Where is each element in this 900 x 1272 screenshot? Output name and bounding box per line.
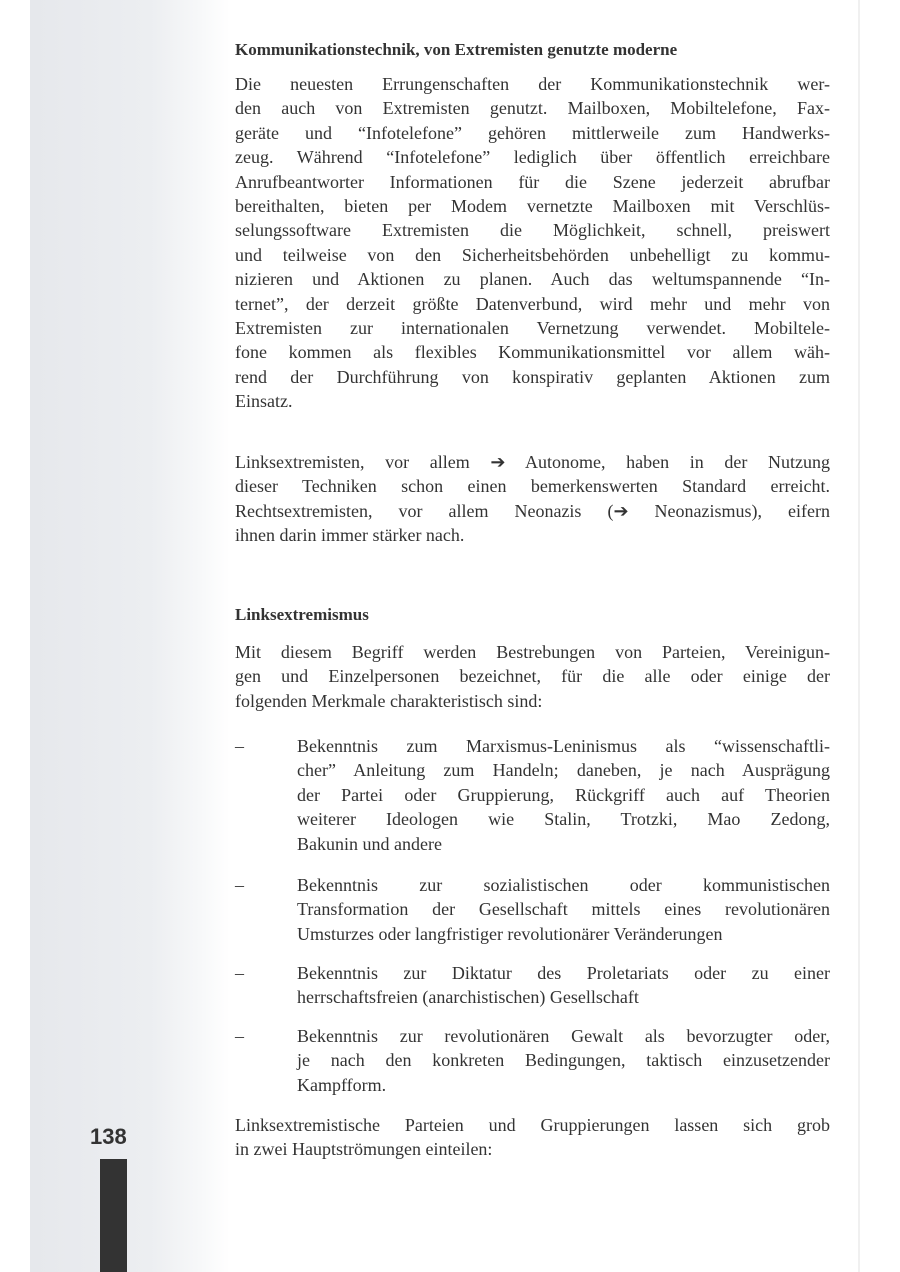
text-line: gen und Einzelpersonen bezeichnet, für die alle oder einige der (235, 666, 830, 687)
text-line: rend der Durchführung von konspirativ geplanten Aktionen zum (235, 366, 830, 387)
page-edge (858, 0, 860, 1272)
text-line: Anrufbeantworter Informationen für die Szene jederzeit abrufbar (235, 171, 830, 192)
list-item (235, 1024, 830, 1097)
text-line: ihnen darin immer stärker nach. (235, 525, 465, 546)
text-line: weiterer Ideologen wie Stalin, Trotzki, Mao Zedong, (297, 809, 830, 830)
text-line: nizieren und Aktionen zu planen. Auch das weltumspannende “In- (235, 269, 830, 290)
text-line: folgenden Merkmale charakteristisch sind: (235, 690, 543, 711)
scan-margin-shadow (30, 0, 230, 1272)
list-item-text (297, 961, 830, 1010)
text-line: bereithalten, bieten per Modem vernetzte Mailboxen mit Verschlüs- (235, 196, 830, 217)
text-line: zeug. Während “Infotelefone” lediglich über öffentlich erreichbare (235, 147, 830, 168)
text-line: Bakunin und andere (297, 833, 442, 854)
text-line: dieser Techniken schon einen bemerkenswerten Standard erreicht. (235, 476, 830, 497)
dash-bullet: – (235, 736, 244, 756)
section-heading-kommunikationstechnik: Kommunikationstechnik, von Extremisten genutzte moderne (235, 40, 678, 59)
text-line: Die neuesten Errungenschaften der Kommunikationstechnik wer- (235, 74, 830, 94)
dash-bullet: – (235, 875, 244, 895)
paragraph (235, 72, 830, 414)
dash-bullet: – (235, 963, 244, 983)
list-item (235, 873, 830, 946)
text-line: je nach den konkreten Bedingungen, taktisch einzusetzender (297, 1050, 830, 1071)
text-line: den auch von Extremisten genutzt. Mailboxen, Mobiltelefone, Fax- (235, 98, 830, 119)
text-line: selungssoftware Extremisten die Möglichkeit, schnell, preiswert (235, 220, 830, 241)
text-line: Mit diesem Begriff werden Bestrebungen von Parteien, Vereinigun- (235, 642, 830, 662)
text-line: Extremisten zur internationalen Vernetzung verwendet. Mobiltele- (235, 318, 830, 339)
text-line: Umsturzes oder langfristiger revolutionärer Veränderungen (297, 923, 723, 944)
list-item-text (297, 734, 830, 856)
text-line: fone kommen als flexibles Kommunikationsmittel vor allem wäh- (235, 342, 830, 363)
list-item (235, 734, 830, 856)
paragraph-intro (235, 640, 830, 713)
text-line: cher” Anleitung zum Handeln; daneben, je nach Ausprägung (297, 760, 830, 781)
text-line: Bekenntnis zur Diktatur des Proletariats oder zu einer (297, 963, 830, 983)
list-item (235, 961, 830, 1010)
text-line: Linksextremistische Parteien und Gruppierungen lassen sich grob (235, 1115, 830, 1135)
text-line: Einsatz. (235, 391, 293, 412)
list-item-text (297, 873, 830, 946)
paragraph-outro (235, 1113, 830, 1162)
text-line: Rechtsextremisten, vor allem Neonazis (➔ Neonazismus), eifern (235, 500, 830, 521)
text-line: ternet”, der derzeit größte Datenverbund, wird mehr und mehr von (235, 293, 830, 314)
text-line: Kampfform. (297, 1074, 387, 1095)
text-line: und teilweise von den Sicherheitsbehörden unbehelligt zu kommu- (235, 244, 830, 265)
page-number: 138 (90, 1124, 127, 1149)
paragraph (235, 450, 830, 548)
list-item-text (297, 1024, 830, 1097)
text-line: in zwei Hauptströmungen einteilen: (235, 1139, 493, 1160)
text-line: Bekenntnis zur revolutionären Gewalt als bevorzugter oder, (297, 1026, 830, 1046)
text-line: Bekenntnis zum Marxismus-Leninismus als “wissenschaftli- (297, 736, 830, 756)
text-line: Transformation der Gesellschaft mittels eines revolutionären (297, 899, 830, 920)
dash-bullet: – (235, 1026, 244, 1046)
text-line: der Partei oder Gruppierung, Rückgriff auch auf Theorien (297, 784, 830, 805)
text-line: herrschaftsfreien (anarchistischen) Gesellschaft (297, 987, 639, 1008)
section-heading-linksextremismus: Linksextremismus (235, 605, 369, 624)
page-marker-bar (100, 1159, 127, 1272)
text-line: geräte und “Infotelefone” gehören mittlerweile zum Handwerks- (235, 122, 830, 143)
text-line: Bekenntnis zur sozialistischen oder kommunistischen (297, 875, 830, 895)
text-line: Linksextremisten, vor allem ➔ Autonome, haben in der Nutzung (235, 452, 830, 472)
